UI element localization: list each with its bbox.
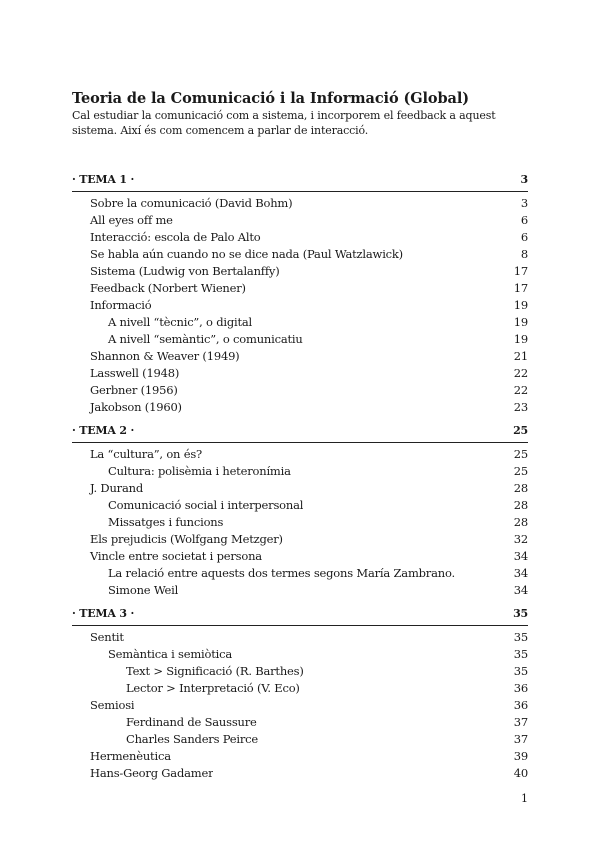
toc-entry-label: Hermenèutica [90,749,171,763]
toc-entry-page: 36 [513,681,528,695]
toc-heading-page: 35 [513,607,528,620]
document-title: Teoria de la Comunicació i la Informació (Global) [72,90,470,107]
toc-entry-label: J. Durand [90,481,143,495]
toc-entry[interactable] [72,514,528,531]
toc-entry-page: 40 [513,766,528,780]
toc-entry-label: Vincle entre societat i persona [90,549,262,563]
toc-entry-page: 35 [513,664,528,678]
toc-entry[interactable] [72,646,528,663]
toc-entry-page: 37 [513,732,528,746]
toc-entry-page: 28 [513,498,528,512]
toc-entry[interactable] [72,314,528,331]
document-subtitle: Cal estudiar la comunicació com a sistema, i incorporem el feedback a aquest sistema. Així és com comencem a parlar de interacció. [72,109,496,137]
toc-entry[interactable] [72,714,528,731]
toc-entry-label: Se habla aún cuando no se dice nada (Paul Watzlawick) [90,247,403,261]
toc-heading[interactable] [72,605,528,622]
toc-entry-label: Interacció: escola de Palo Alto [90,230,261,244]
toc-entry-label: Lector > Interpretació (V. Eco) [126,681,300,695]
toc-entry-label: Text > Significació (R. Barthes) [126,664,304,678]
toc-entry[interactable] [72,697,528,714]
toc-entry-page: 6 [520,230,528,244]
toc-heading[interactable] [72,171,528,188]
toc-entry[interactable] [72,246,528,263]
toc-entry-page: 8 [520,247,528,261]
toc-entry[interactable] [72,663,528,680]
toc-entry-label: A nivell “semàntic”, o comunicatiu [108,332,303,346]
toc-section [72,605,528,782]
toc-entry-page: 19 [513,332,528,346]
toc-entry[interactable] [72,463,528,480]
toc-entry-page: 34 [513,566,528,580]
toc-entry-label: Els prejudicis (Wolfgang Metzger) [90,532,283,546]
toc-entry-page: 34 [513,549,528,563]
toc-entry-page: 17 [513,281,528,295]
toc-entry-label: Hans-Georg Gadamer [90,766,214,780]
toc-entry[interactable] [72,365,528,382]
toc-entry-label: Simone Weil [108,583,179,597]
toc-entry-page: 6 [520,213,528,227]
toc-entry-page: 22 [513,366,528,380]
toc-entry-label: Gerbner (1956) [90,383,178,397]
toc-entry[interactable] [72,382,528,399]
toc-entry-label: Semàntica i semiòtica [108,647,233,661]
toc-heading-page: 25 [513,424,528,437]
toc-entry-page: 22 [513,383,528,397]
toc-entry-page: 36 [513,698,528,712]
toc-heading[interactable] [72,422,528,439]
toc-entry[interactable] [72,331,528,348]
toc-entry-label: Cultura: polisèmia i heteronímia [108,464,291,478]
toc-entry-label: Ferdinand de Saussure [126,715,257,729]
toc-entry-page: 25 [513,464,528,478]
toc-entry-label: A nivell “tècnic”, o digital [108,315,253,329]
toc-entry[interactable] [72,399,528,416]
toc-entry-label: Sistema (Ludwig von Bertalanffy) [90,264,280,278]
toc-entry-page: 35 [513,630,528,644]
toc-entry-page: 28 [513,481,528,495]
toc-entry-page: 21 [513,349,528,363]
toc-entry[interactable] [72,548,528,565]
toc-entry-page: 3 [520,196,528,210]
toc-entry[interactable] [72,195,528,212]
toc-entry[interactable] [72,565,528,582]
toc-section [72,422,528,599]
toc-entry[interactable] [72,765,528,782]
toc-entry[interactable] [72,748,528,765]
toc-entry-page: 37 [513,715,528,729]
toc-entry[interactable] [72,446,528,463]
toc-entry-label: La relació entre aquests dos termes segons María Zambrano. [108,566,455,580]
toc-entry[interactable] [72,629,528,646]
toc-entry[interactable] [72,582,528,599]
toc-entry[interactable] [72,497,528,514]
toc-section [72,171,528,416]
toc-entry-page: 34 [513,583,528,597]
toc-heading-page: 3 [520,173,528,186]
toc-entry[interactable] [72,263,528,280]
toc-entry-label: All eyes off me [90,213,173,227]
toc-entry[interactable] [72,348,528,365]
toc-entry[interactable] [72,480,528,497]
toc-entry-page: 19 [513,298,528,312]
toc-heading-label: · TEMA 2 · [72,424,135,437]
toc-entry-label: La “cultura”, on és? [90,447,202,461]
toc-entry-page: 35 [513,647,528,661]
toc-entry-label: Informació [90,298,152,312]
toc-entry-label: Sentit [90,630,124,644]
toc-entry-label: Shannon & Weaver (1949) [90,349,240,363]
toc-entry-page: 25 [513,447,528,461]
toc-entry[interactable] [72,229,528,246]
toc-entry[interactable] [72,680,528,697]
toc-entry-page: 23 [513,400,528,414]
toc-entry-label: Lasswell (1948) [90,366,180,380]
toc-divider [72,191,528,192]
toc-heading-label: · TEMA 3 · [72,607,135,620]
toc-entry-label: Sobre la comunicació (David Bohm) [90,196,293,210]
toc-entry-page: 17 [513,264,528,278]
toc-heading-label: · TEMA 1 · [72,173,135,186]
toc-entry[interactable] [72,212,528,229]
toc-entry-label: Semiosi [90,698,135,712]
toc-entry-page: 28 [513,515,528,529]
toc-entry-label: Comunicació social i interpersonal [108,498,304,512]
toc-entry-label: Missatges i funcions [108,515,224,529]
toc-entry-page: 39 [513,749,528,763]
toc-entry[interactable] [72,297,528,314]
toc-entry-label: Jakobson (1960) [90,400,182,414]
toc-entry[interactable] [72,731,528,748]
toc-divider [72,442,528,443]
toc-entry-page: 19 [513,315,528,329]
toc-divider [72,625,528,626]
toc-entry-label: Feedback (Norbert Wiener) [90,281,246,295]
toc-entry-label: Charles Sanders Peirce [126,732,259,746]
toc-entry[interactable] [72,531,528,548]
toc-entry-page: 32 [513,532,528,546]
page-number: 1 [521,792,528,805]
table-of-contents [72,171,528,782]
toc-entry[interactable] [72,280,528,297]
